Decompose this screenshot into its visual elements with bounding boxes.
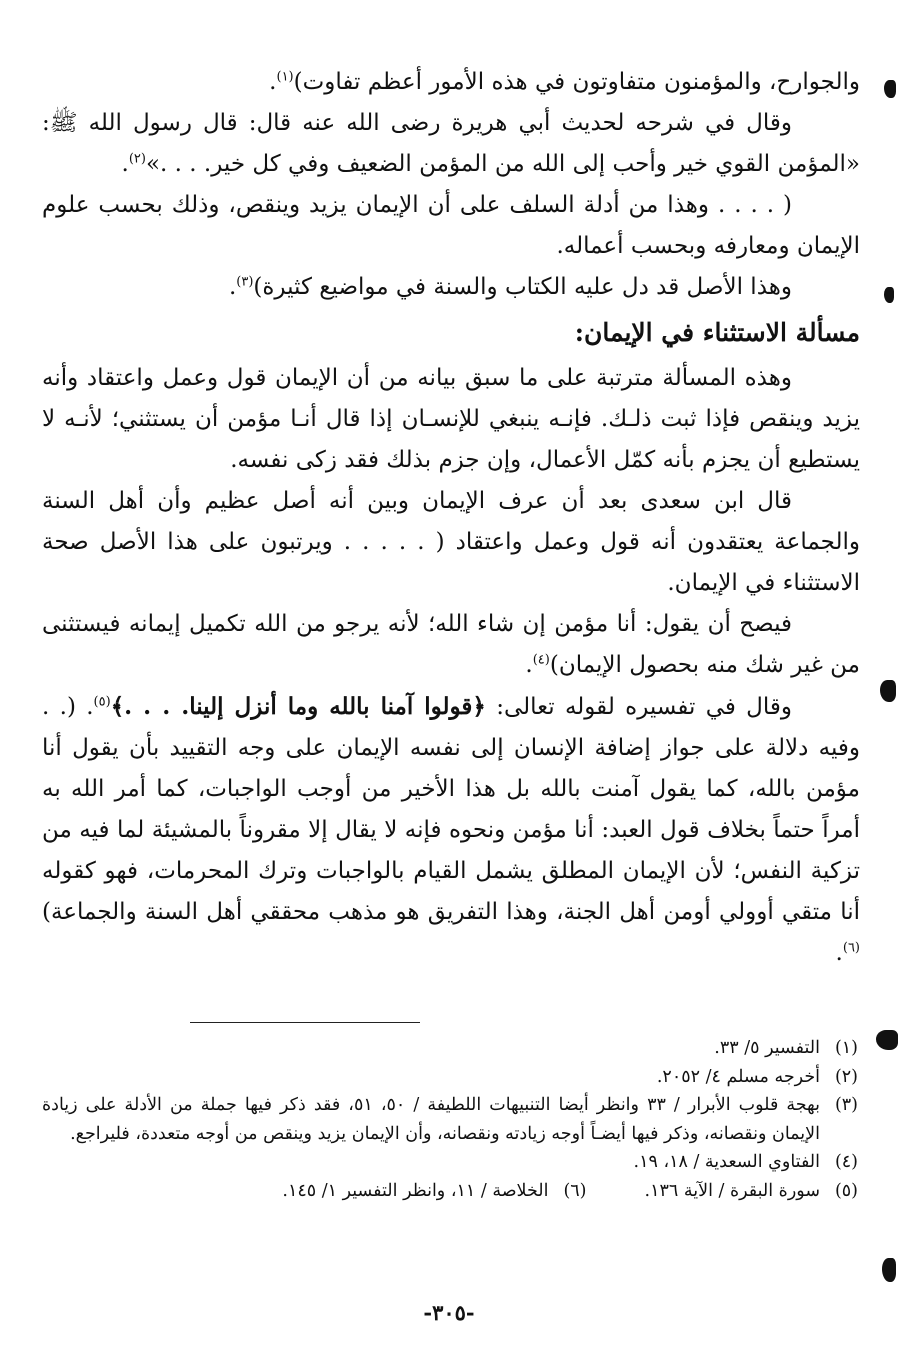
footnote-ref: (١) (276, 69, 294, 85)
punctuation: . (835, 940, 843, 966)
footnote-ref: (٦) (842, 940, 860, 956)
paragraph-8 (42, 686, 860, 974)
scan-mark (882, 1258, 896, 1282)
footnote-text: الخلاصة / ١١، وانظر التفسير ١/ ١٤٥. (282, 1180, 549, 1201)
footnote-6 (282, 1177, 586, 1206)
footnote-text: التفسير ٥/ ٣٣. (714, 1038, 820, 1058)
punctuation: . (228, 274, 237, 300)
footnote-ref: (٥) (93, 694, 111, 710)
footnote-number: (٥) (834, 1180, 858, 1201)
footnote-1 (42, 1034, 858, 1063)
footnote-ref: (٤) (532, 652, 550, 668)
footnote-divider (190, 1022, 420, 1023)
footnote-text: سورة البقرة / الآية ١٣٦. (644, 1180, 820, 1201)
paragraph-2 (42, 103, 860, 185)
punctuation: . (525, 652, 533, 678)
paragraph-5: وهذه المسألة مترتبة على ما سبق بيانه من أن الإيمان قول وعمل واعتقاد وأنه يزيد وينقص فإذا ثبت ذلـك. فإنـه ينبغي للإنسـان إذا قال أنـا مؤمن أن يستثني؛ لأنـه لا يستطيع أن يجزم بأنه كمّل الأعمال، وإن جزم بذلك فقد زكى نفسه. (42, 365, 860, 473)
scan-mark (876, 1030, 898, 1050)
footnote-text: بهجة قلوب الأبرار / ٣٣ وانظر أيضا التنبيهات اللطيفة / ٥٠، ٥١، فقد ذكر فيها جملة من الأدلة على زيادة الإيمان ونقصانه، وذكر فيها أيضـاً أوجه زيادته ونقصانه، وأن الإيمان يزيد وينقص من أوجه متعددة، فليراجع. (42, 1095, 820, 1144)
paragraph-7-text: فيصح أن يقول: أنا مؤمن إن شاء الله؛ لأنه يرجو من الله تكميل إيمانه فيستثنى من غير شك منه بحصول الإيمان) (42, 611, 860, 678)
footnote-number: (٦) (563, 1180, 587, 1201)
quran-quote: ﴿قولوا آمنا بالله وما أنزل إلينا. . . .﴾ (110, 693, 486, 720)
punctuation: . (121, 151, 129, 177)
footnote-3 (42, 1091, 858, 1148)
paragraph-4-text: وهذا الأصل قد دل عليه الكتاب والسنة في مواضيع كثيرة) (253, 274, 792, 300)
scan-mark (880, 680, 896, 702)
page-number: -٣٠٥- (423, 1300, 475, 1325)
footnote-ref: (٣) (236, 274, 254, 290)
paragraph-4 (42, 267, 860, 308)
footnote-number: (٣) (834, 1095, 858, 1115)
paragraph-1 (42, 62, 860, 103)
paragraph-8-text: . (. . وفيه دلالة على جواز إضافة الإنسان إلى نفسه الإيمان على وجه التقييد بأن يقول أنا مؤمن بالله، كما يقول آمنت بالله بل هذا الأخير من أوجب الواجبات، كما أمر الله به أمراً حتماً بخلاف قول العبد: أنا مؤمن ونحوه فإنه لا يقال إلا مقروناً بالمشيئة لما فيه من تزكية النفس؛ لأن الإيمان المطلق يشمل القيام بالواجبات وترك المحرمات، فهو كقوله أنا متقي أوولي أومن أهل الجنة، وهذا التفريق هو مذهب محققي أهل السنة والجماعة) (42, 694, 860, 925)
footnotes (42, 1034, 858, 1205)
paragraph-3: ( . . . . وهذا من أدلة السلف على أن الإيمان يزيد وينقص، وذلك بحسب علوم الإيمان ومعارفه وبحسب أعماله. (42, 192, 860, 259)
footnote-5-6 (42, 1177, 858, 1206)
footnote-text: الفتاوي السعدية / ١٨، ١٩. (633, 1152, 820, 1172)
punctuation: . (269, 69, 277, 95)
paragraph-2-text: وقال في شرحه لحديث أبي هريرة رضى الله عنه قال: قال رسول الله ﷺ: «المؤمن القوي خير وأحب إلى الله من المؤمن الضعيف وفي كل خير. . . .» (42, 110, 860, 177)
footnote-number: (٤) (834, 1152, 858, 1172)
main-text (42, 62, 860, 974)
footnote-number: (١) (834, 1038, 858, 1058)
footnote-number: (٢) (834, 1066, 858, 1087)
paragraph-8-intro: وقال في تفسيره لقوله تعالى: (485, 694, 792, 720)
paragraph-7 (42, 604, 860, 686)
section-heading: مسألة الاستثناء في الإيمان: (574, 318, 860, 347)
footnote-text: أخرجه مسلم ٤/ ٢٠٥٢. (656, 1066, 820, 1087)
footnote-ref: (٢) (128, 151, 146, 167)
scan-mark (884, 287, 894, 303)
scan-mark (884, 80, 896, 98)
footnote-2 (42, 1063, 858, 1092)
footnote-4 (42, 1148, 858, 1177)
paragraph-1-text: والجوارح، والمؤمنون متفاوتون في هذه الأمور أعظم تفاوت) (293, 69, 860, 95)
paragraph-6: قال ابن سعدى بعد أن عرف الإيمان وبين أنه أصل عظيم وأن أهل السنة والجماعة يعتقدون أنه قول وعمل واعتقاد ( . . . . . ويرتبون على هذا الأصل صحة الاستثناء في الإيمان. (42, 488, 860, 596)
